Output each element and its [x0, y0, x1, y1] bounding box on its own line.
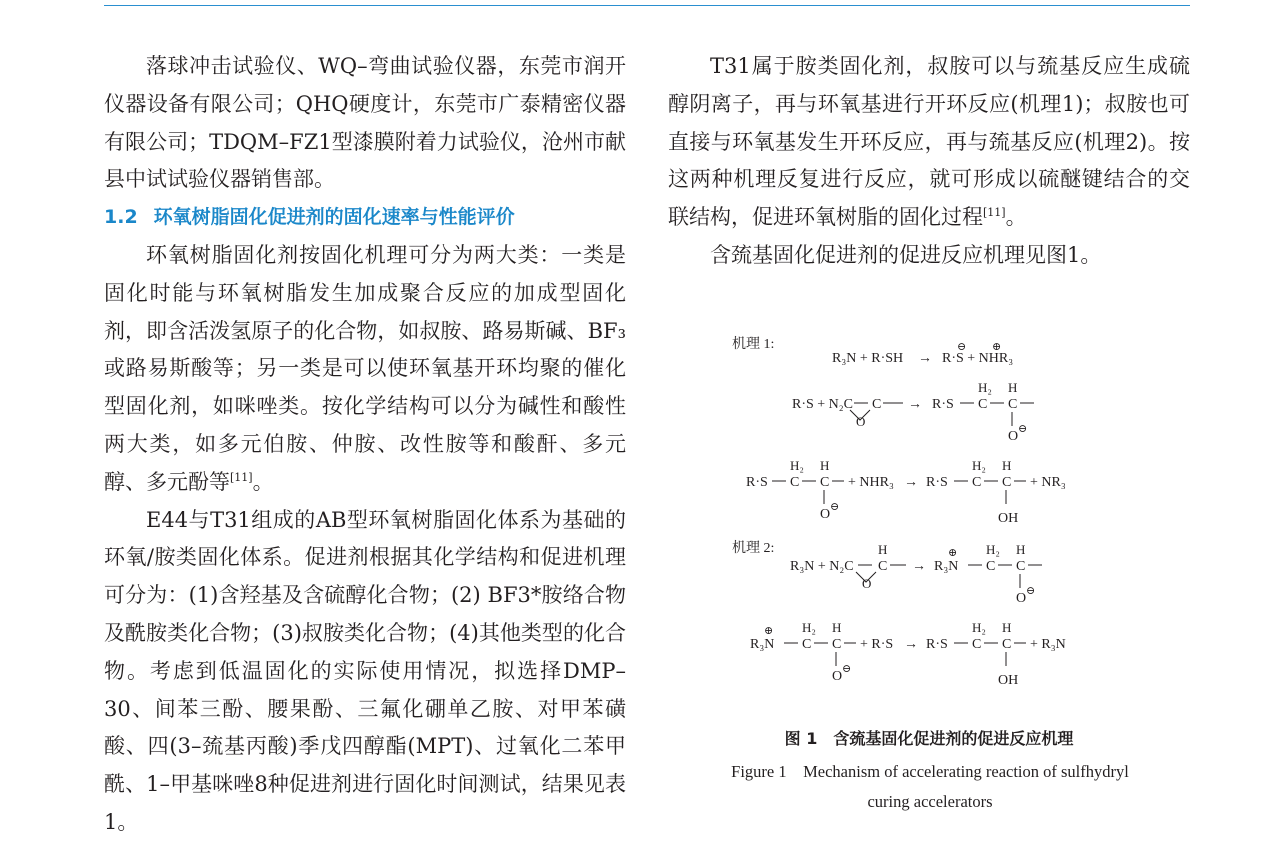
- svg-text:R₃N + R·SH: R₃N + R·SH: [832, 351, 904, 366]
- svg-text:R·S + NHR₃: R·S + NHR₃: [942, 351, 1014, 366]
- svg-text:+ NR₃: + NR₃: [1030, 475, 1066, 490]
- svg-text:→: →: [904, 475, 918, 490]
- svg-text:+ NHR₃: + NHR₃: [848, 475, 894, 490]
- figure-caption-en: [690, 757, 1170, 817]
- svg-text:OH: OH: [998, 673, 1019, 688]
- section-title: 环氧树脂固化促进剂的固化速率与性能评价: [153, 206, 515, 229]
- left-column: [104, 48, 626, 842]
- svg-text:C: C: [878, 559, 888, 574]
- paragraph-mechanism: T31属于胺类固化剂，叔胺可以与巯基反应生成硫醇阴离子，再与环氧基进行开环反应(机理1)；叔胺也可直接与环氧基发生开环反应，再与巯基反应(机理2)。按这两种机理反复进行反应，就可形成以硫醚键结合的交联结构，促进环氧树脂的固化过程[11]。: [668, 54, 1190, 230]
- svg-text:C: C: [1002, 475, 1012, 490]
- svg-text:R₃N: R₃N: [934, 559, 959, 574]
- svg-text:H: H: [832, 620, 842, 635]
- svg-text:⊕: ⊕: [764, 625, 774, 637]
- header-rule: [104, 5, 1190, 6]
- svg-text:⊖: ⊖: [1026, 585, 1036, 597]
- paragraph-figure-ref: 含巯基固化促进剂的促进反应机理见图1。: [710, 242, 1102, 267]
- svg-text:H: H: [1016, 542, 1026, 557]
- svg-text:H: H: [1002, 620, 1012, 635]
- svg-text:C: C: [820, 475, 830, 490]
- svg-text:⊕: ⊕: [948, 547, 958, 559]
- svg-text:R·S: R·S: [932, 397, 954, 412]
- reaction-row-1: [832, 341, 1013, 366]
- svg-text:⊕: ⊕: [992, 341, 1002, 353]
- svg-text:R·S: R·S: [926, 637, 948, 652]
- svg-text:O: O: [832, 669, 843, 684]
- svg-text:⊖: ⊖: [957, 341, 967, 353]
- svg-text:O: O: [856, 414, 866, 429]
- paragraph-instruments: 落球冲击试验仪、WQ–弯曲试验仪器，东莞市润开仪器设备有限公司；QHQ硬度计，东莞市广泰精密仪器有限公司；TDQM–FZ1型漆膜附着力试验仪，沧州市献县中试试验仪器销售部。: [104, 54, 626, 192]
- svg-text:H₂: H₂: [972, 620, 986, 635]
- svg-text:C: C: [872, 397, 882, 412]
- svg-text:C: C: [1016, 559, 1026, 574]
- svg-text:→: →: [912, 559, 926, 574]
- svg-text:C: C: [978, 397, 988, 412]
- paragraph-accelerators: E44与T31组成的AB型环氧树脂固化体系为基础的环氧/胺类固化体系。促进剂根据其化学结构和促进机理可分为：(1)含羟基及含硫醇化合物；(2) BF3*胺络合物及酰胺类化合物；(3)叔胺类化合物；(4)其他类型的化合物。考虑到低温固化的实际使用情况，拟选择DMP–30、间苯三酚、腰果酚、三氟化硼单乙胺、对甲苯磺酸、四(3–巯基丙酸)季戊四醇酯(MPT)、过氧化二苯甲酰、1–甲基咪唑8种促进剂进行固化时间测试，结果见表1。: [104, 507, 626, 834]
- reaction-mechanism-figure: [728, 330, 1128, 700]
- svg-text:C: C: [986, 559, 996, 574]
- svg-text:+ R₃N: + R₃N: [1030, 637, 1066, 652]
- svg-text:H₂: H₂: [972, 458, 986, 473]
- right-column: [668, 48, 1190, 275]
- paragraph-curing-classes: 环氧树脂固化剂按固化机理可分为两大类：一类是固化时能与环氧树脂发生加成聚合反应的加成型固化剂，即含活泼氢原子的化合物，如叔胺、路易斯碱、BF₃或路易斯酸等；另一类是可以使环氧基开环均聚的催化型固化剂，如咪唑类。按化学结构可以分为碱性和酸性两大类，如多元伯胺、仲胺、改性胺等和酸酐、多元醇、多元酚等[11]。: [104, 242, 626, 494]
- svg-text:+ R·S: + R·S: [860, 637, 894, 652]
- reaction-row-2: [792, 380, 1034, 444]
- svg-text:O: O: [820, 507, 831, 522]
- section-heading: [104, 199, 626, 237]
- svg-text:→: →: [908, 397, 922, 412]
- svg-text:H₂: H₂: [790, 458, 804, 473]
- svg-text:R·S: R·S: [746, 475, 768, 490]
- svg-text:R₃N + N₂C: R₃N + N₂C: [790, 559, 854, 574]
- section-number: 1.2: [104, 206, 138, 229]
- svg-text:H₂: H₂: [802, 620, 816, 635]
- svg-text:⊖: ⊖: [830, 501, 840, 513]
- svg-text:C: C: [1002, 637, 1012, 652]
- svg-text:H: H: [1008, 380, 1018, 395]
- svg-text:O: O: [1016, 591, 1027, 606]
- svg-text:C: C: [790, 475, 800, 490]
- svg-text:R·S + N₂C: R·S + N₂C: [792, 397, 854, 412]
- svg-text:H: H: [1002, 458, 1012, 473]
- reaction-row-5: [750, 620, 1066, 688]
- svg-text:H₂: H₂: [978, 380, 992, 395]
- svg-text:→: →: [904, 637, 918, 652]
- reaction-row-4: [790, 542, 1042, 606]
- figure-caption-en-line2: curing accelerators: [867, 792, 993, 811]
- svg-text:R₃N: R₃N: [750, 637, 775, 652]
- svg-text:C: C: [972, 475, 982, 490]
- mechanism-1-label: 机理 1:: [732, 337, 775, 352]
- reaction-row-3: [746, 458, 1066, 526]
- citation-ref[interactable]: [11]: [230, 470, 253, 484]
- svg-text:C: C: [972, 637, 982, 652]
- svg-text:⊖: ⊖: [1018, 423, 1028, 435]
- svg-text:H: H: [878, 542, 888, 557]
- svg-text:H₂: H₂: [986, 542, 1000, 557]
- svg-text:R·S: R·S: [926, 475, 948, 490]
- svg-text:C: C: [832, 637, 842, 652]
- svg-text:⊖: ⊖: [842, 663, 852, 675]
- svg-text:O: O: [862, 576, 872, 591]
- figure-caption-en-line1: Figure 1 Mechanism of accelerating reaction of sulfhydryl: [731, 762, 1129, 781]
- svg-text:→: →: [918, 351, 932, 366]
- citation-ref[interactable]: [11]: [983, 206, 1006, 220]
- figure-caption-zh: 图 1 含巯基固化促进剂的促进反应机理: [784, 729, 1074, 748]
- svg-text:C: C: [1008, 397, 1018, 412]
- svg-text:C: C: [802, 637, 812, 652]
- svg-text:OH: OH: [998, 511, 1019, 526]
- mechanism-2-label: 机理 2:: [732, 541, 775, 556]
- svg-text:H: H: [820, 458, 830, 473]
- svg-text:O: O: [1008, 429, 1019, 444]
